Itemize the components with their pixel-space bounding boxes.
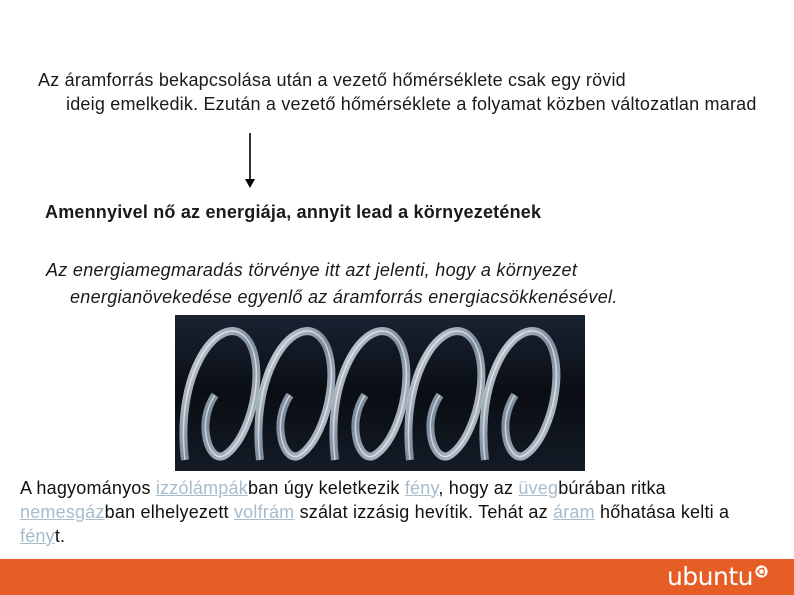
paragraph-text: ban elhelyezett (104, 502, 234, 522)
paragraph-current-heating (38, 68, 758, 116)
hyperlink[interactable]: üveg (518, 478, 559, 498)
paragraph-text: ban úgy keletkezik (247, 478, 405, 498)
hyperlink[interactable]: izzólámpák (155, 478, 248, 498)
logo-text: ubuntu (666, 562, 753, 591)
paragraph-text: búrában ritka (558, 478, 666, 498)
hyperlink[interactable]: fény (20, 526, 55, 546)
circle-of-friends-icon (755, 565, 768, 578)
paragraph-text: hőhatása kelti a (594, 502, 730, 522)
ubuntu-logo (667, 563, 768, 591)
footer-bar (0, 559, 794, 595)
paragraph-text: szálat izzásig hevítik. Tehát az (294, 502, 553, 522)
paragraph-line: Az áramforrás bekapcsolása után a vezető hőmérséklete csak egy rövid (38, 70, 626, 90)
paragraph-line: ideig emelkedik. Ezután a vezető hőmérséklete a folyamat közben változatlan marad (66, 94, 757, 114)
hyperlink[interactable]: fény (404, 478, 439, 498)
paragraph-text: t. (54, 526, 66, 546)
paragraph-line: energianövekedése egyenlő az áramforrás energiacsökkenésével. (70, 287, 618, 307)
filament-coil-image (175, 315, 585, 471)
paragraph-text: , hogy az (438, 478, 519, 498)
hyperlink[interactable]: áram (552, 502, 595, 522)
hyperlink[interactable]: volfrám (233, 502, 295, 522)
down-arrow-icon (240, 133, 260, 189)
paragraph-energy-balance: Amennyivel nő az energiája, annyit lead a környezetének (45, 202, 542, 222)
filament-photo (175, 315, 585, 471)
paragraph-conservation-law (46, 257, 766, 311)
paragraph-line: Az energiamegmaradás törvénye itt azt jelenti, hogy a környezet (46, 260, 578, 280)
paragraph-text: A hagyományos (20, 478, 156, 498)
paragraph-incandescent-lamp (20, 476, 770, 548)
hyperlink[interactable]: nemesgáz (20, 502, 105, 522)
